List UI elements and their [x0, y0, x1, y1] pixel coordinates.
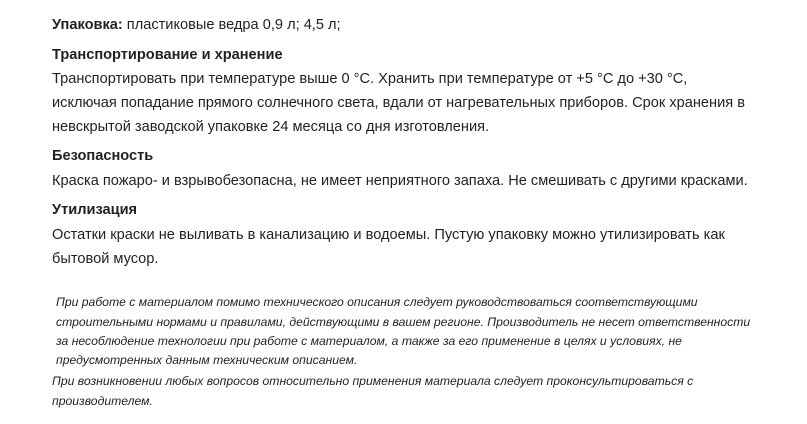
section-body-disposal: Остатки краски не выливать в канализацию и водоемы. Пустую упаковку можно утилизировать как бытовой мусор. [52, 227, 725, 267]
section-heading-safety: Безопасность [52, 148, 154, 165]
legal-notes [52, 293, 755, 411]
legal-note-1: При работе с материалом помимо технического описания следует руководствоваться соответствующими строительными нормами и правилами, действующими в вашем регионе. Производитель не несет ответственности за несоблюдение технологии при работе с материалом, а также за его применение в целях и условиях, не предусмотренных данным техническим описанием. [56, 295, 751, 368]
packaging-paragraph [52, 14, 755, 38]
packaging-label: Упаковка: [52, 17, 123, 33]
section-body-safety: Краска пожаро- и взрывобезопасна, не имеет неприятного запаха. Не смешивать с другими красками. [52, 172, 748, 189]
legal-note-2: При возникновении любых вопросов относительно применения материала следует проконсультироваться с производителем. [52, 374, 694, 408]
packaging-value: пластиковые ведра 0,9 л; 4,5 л; [122, 17, 341, 33]
section-body-transport: Транспортировать при температуре выше 0 °С. Хранить при температуре от +5 °С до +30 °С, исключая попадание прямого солнечного света, вдали от нагревательных приборов. Срок хранения в невскрытой заводской упаковке 24 месяца со дня изготовления. [52, 71, 745, 135]
section-heading-disposal: Утилизация [52, 202, 138, 219]
section-heading-transport: Транспортирование и хранение [52, 46, 283, 63]
